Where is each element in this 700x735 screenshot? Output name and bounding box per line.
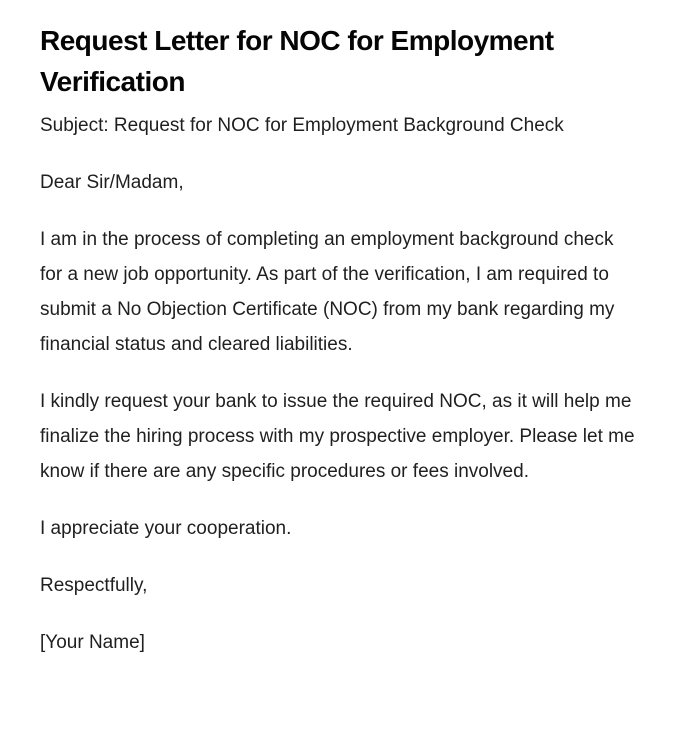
letter-content [40, 20, 640, 660]
subject-line: Subject: Request for NOC for Employment Background Check [40, 115, 564, 136]
signature-placeholder: [Your Name] [40, 632, 145, 653]
closing-line: I appreciate your cooperation. [40, 518, 292, 539]
page-title: Request Letter for NOC for Employment Verification [40, 25, 554, 97]
body-paragraph-1: I am in the process of completing an employment background check for a new job opportunity. As part of the verification, I am required to submit a No Objection Certificate (NOC) from my bank regarding my financial status and cleared liabilities. [40, 229, 615, 355]
body-paragraph-2: I kindly request your bank to issue the required NOC, as it will help me finalize the hiring process with my prospective employer. Please let me know if there are any specific procedures or fees involved. [40, 391, 635, 482]
salutation: Dear Sir/Madam, [40, 172, 184, 193]
signoff: Respectfully, [40, 575, 148, 596]
